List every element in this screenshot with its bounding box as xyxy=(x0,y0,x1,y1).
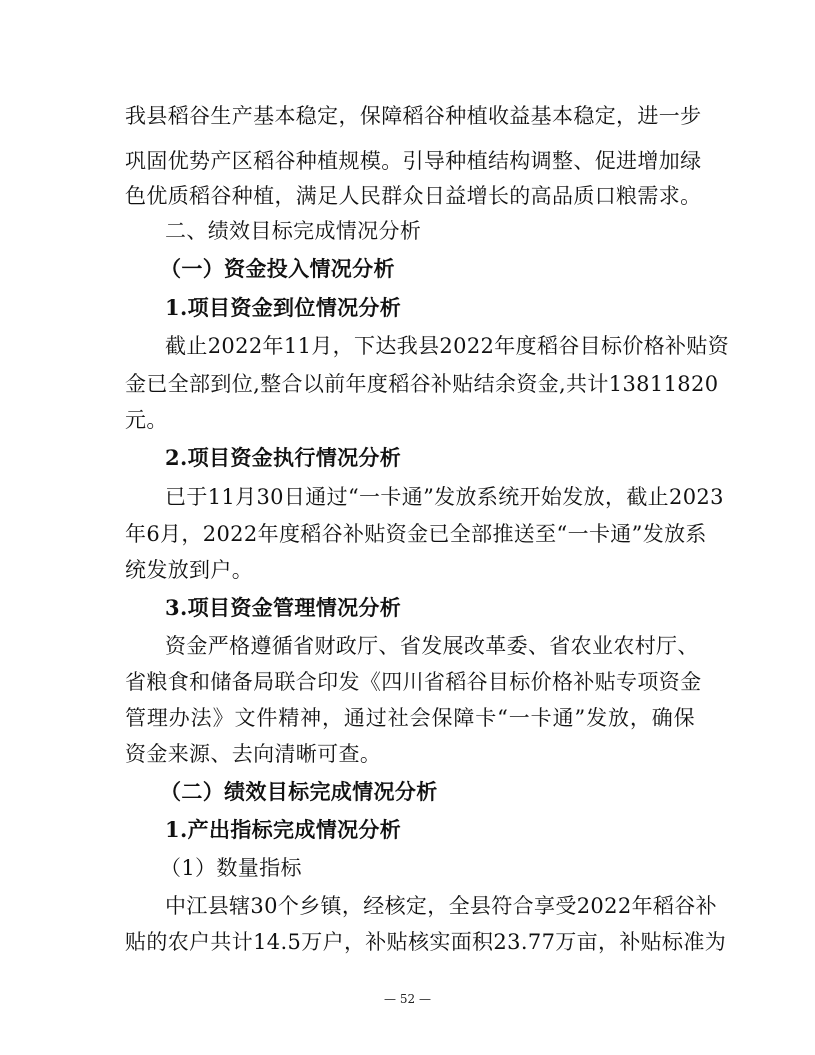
body-line: 管理办法》文件精神，通过社会保障卡“一卡通”发放，确保 xyxy=(125,706,695,730)
section-heading: 二、绩效目标完成情况分析 xyxy=(165,219,422,243)
body-line: 元。 xyxy=(125,408,168,432)
body-line: 色优质稻谷种植，满足人民群众日益增长的高品质口粮需求。 xyxy=(125,184,702,208)
item-heading: 1.产出指标完成情况分析 xyxy=(165,817,402,842)
body-line: 中江县辖30个乡镇，经核定，全县符合享受2022年稻谷补 xyxy=(165,894,717,918)
body-line: 已于11月30日通过“一卡通”发放系统开始发放，截止2023 xyxy=(165,485,724,509)
page-number: — 52 — xyxy=(384,992,431,1006)
subsection-heading: （一）资金投入情况分析 xyxy=(160,256,395,281)
body-line: 资金来源、去向清晰可查。 xyxy=(125,742,382,766)
body-line: 截止2022年11月，下达我县2022年度稻谷目标价格补贴资 xyxy=(165,334,730,358)
item-heading: 2.项目资金执行情况分析 xyxy=(165,445,402,470)
subsection-heading: （二）绩效目标完成情况分析 xyxy=(160,779,438,804)
body-line: 我县稻谷生产基本稳定，保障稻谷种植收益基本稳定，进一步 xyxy=(125,104,702,128)
body-line: 资金严格遵循省财政厅、省发展改革委、省农业农村厅、 xyxy=(165,634,699,658)
sub-item-heading: （1）数量指标 xyxy=(160,856,302,880)
item-heading: 3.项目资金管理情况分析 xyxy=(165,595,402,620)
body-line: 金已全部到位,整合以前年度稻谷补贴结余资金,共计13811820 xyxy=(125,372,719,396)
body-line: 年6月，2022年度稻谷补贴资金已全部推送至“一卡通”发放系 xyxy=(125,522,707,546)
item-heading: 1.项目资金到位情况分析 xyxy=(165,295,402,320)
body-line: 统发放到户。 xyxy=(125,558,254,582)
body-line: 巩固优势产区稻谷种植规模。引导种植结构调整、促进增加绿 xyxy=(125,149,702,173)
body-line: 贴的农户共计14.5万户，补贴核实面积23.77万亩，补贴标准为 xyxy=(125,930,727,954)
body-line: 省粮食和储备局联合印发《四川省稻谷目标价格补贴专项资金 xyxy=(125,670,702,694)
